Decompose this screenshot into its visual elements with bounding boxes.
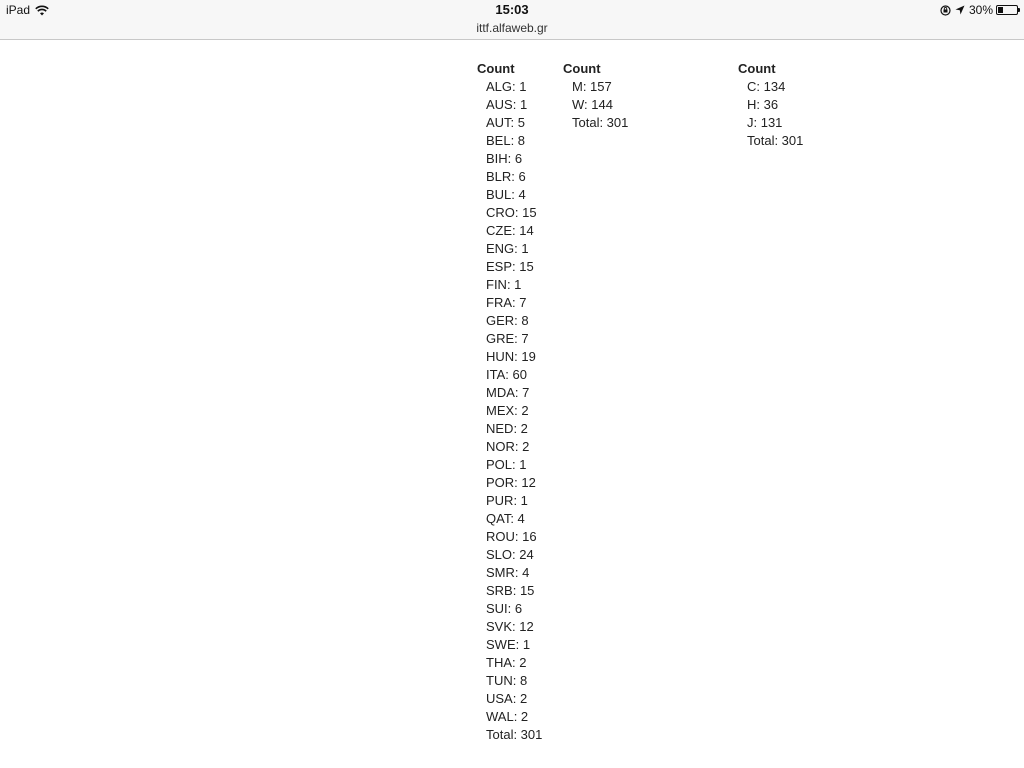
list-item: SLO: 24 — [486, 547, 534, 562]
list-item: ESP: 15 — [486, 259, 534, 274]
list-item: BLR: 6 — [486, 169, 526, 184]
list-item: SVK: 12 — [486, 619, 534, 634]
device-name: iPad — [6, 3, 31, 17]
list-item: SUI: 6 — [486, 601, 523, 616]
list-item: SRB: 15 — [486, 583, 535, 598]
list-item: TUN: 8 — [486, 673, 528, 688]
category-count-table — [738, 62, 803, 150]
list-item: GER: 8 — [486, 313, 529, 328]
list-item: THA: 2 — [486, 655, 527, 670]
list-item: USA: 2 — [486, 691, 528, 706]
table-header: Count — [477, 61, 515, 76]
list-item: MDA: 7 — [486, 385, 530, 400]
table-header: Count — [563, 61, 601, 76]
country-count-list — [477, 78, 542, 744]
list-item: BUL: 4 — [486, 187, 526, 202]
list-item: M: 157 — [572, 79, 612, 94]
list-item: ITA: 60 — [486, 367, 527, 382]
list-item: CRO: 15 — [486, 205, 537, 220]
list-item: POL: 1 — [486, 457, 527, 472]
list-item: HUN: 19 — [486, 349, 536, 364]
list-item: ENG: 1 — [486, 241, 529, 256]
list-item: W: 144 — [572, 97, 613, 112]
list-item: Total: 301 — [747, 133, 804, 148]
status-time: 15:03 — [495, 2, 529, 17]
list-item: ROU: 16 — [486, 529, 537, 544]
list-item: AUT: 5 — [486, 115, 526, 130]
list-item: WAL: 2 — [486, 709, 529, 724]
list-item: PUR: 1 — [486, 493, 528, 508]
url-text[interactable]: ittf.alfaweb.gr — [476, 21, 548, 35]
gender-count-list — [563, 78, 628, 132]
list-item: H: 36 — [747, 97, 779, 112]
list-item: GRE: 7 — [486, 331, 529, 346]
list-item: BIH: 6 — [486, 151, 523, 166]
list-item: FRA: 7 — [486, 295, 527, 310]
list-item: POR: 12 — [486, 475, 536, 490]
list-item: FIN: 1 — [486, 277, 522, 292]
status-bar — [0, 0, 1024, 20]
battery-percent: 30% — [968, 3, 993, 17]
list-item: QAT: 4 — [486, 511, 525, 526]
list-item: Total: 301 — [486, 727, 543, 742]
list-item: SMR: 4 — [486, 565, 530, 580]
list-item: C: 134 — [747, 79, 786, 94]
battery-level — [998, 7, 1003, 13]
battery-icon — [996, 5, 1018, 15]
list-item: J: 131 — [747, 115, 783, 130]
gender-count-table — [563, 62, 628, 132]
address-bar[interactable] — [0, 20, 1024, 40]
status-indicators — [940, 3, 1018, 17]
rotation-lock-icon — [940, 5, 951, 16]
country-count-table — [477, 62, 542, 744]
list-item: BEL: 8 — [486, 133, 526, 148]
list-item: MEX: 2 — [486, 403, 529, 418]
list-item: ALG: 1 — [486, 79, 527, 94]
list-item: NOR: 2 — [486, 439, 530, 454]
list-item: SWE: 1 — [486, 637, 531, 652]
list-item: CZE: 14 — [486, 223, 534, 238]
list-item: Total: 301 — [572, 115, 629, 130]
location-arrow-icon — [955, 5, 965, 15]
table-header: Count — [738, 61, 776, 76]
category-count-list — [738, 78, 803, 150]
list-item: NED: 2 — [486, 421, 528, 436]
list-item: AUS: 1 — [486, 97, 528, 112]
